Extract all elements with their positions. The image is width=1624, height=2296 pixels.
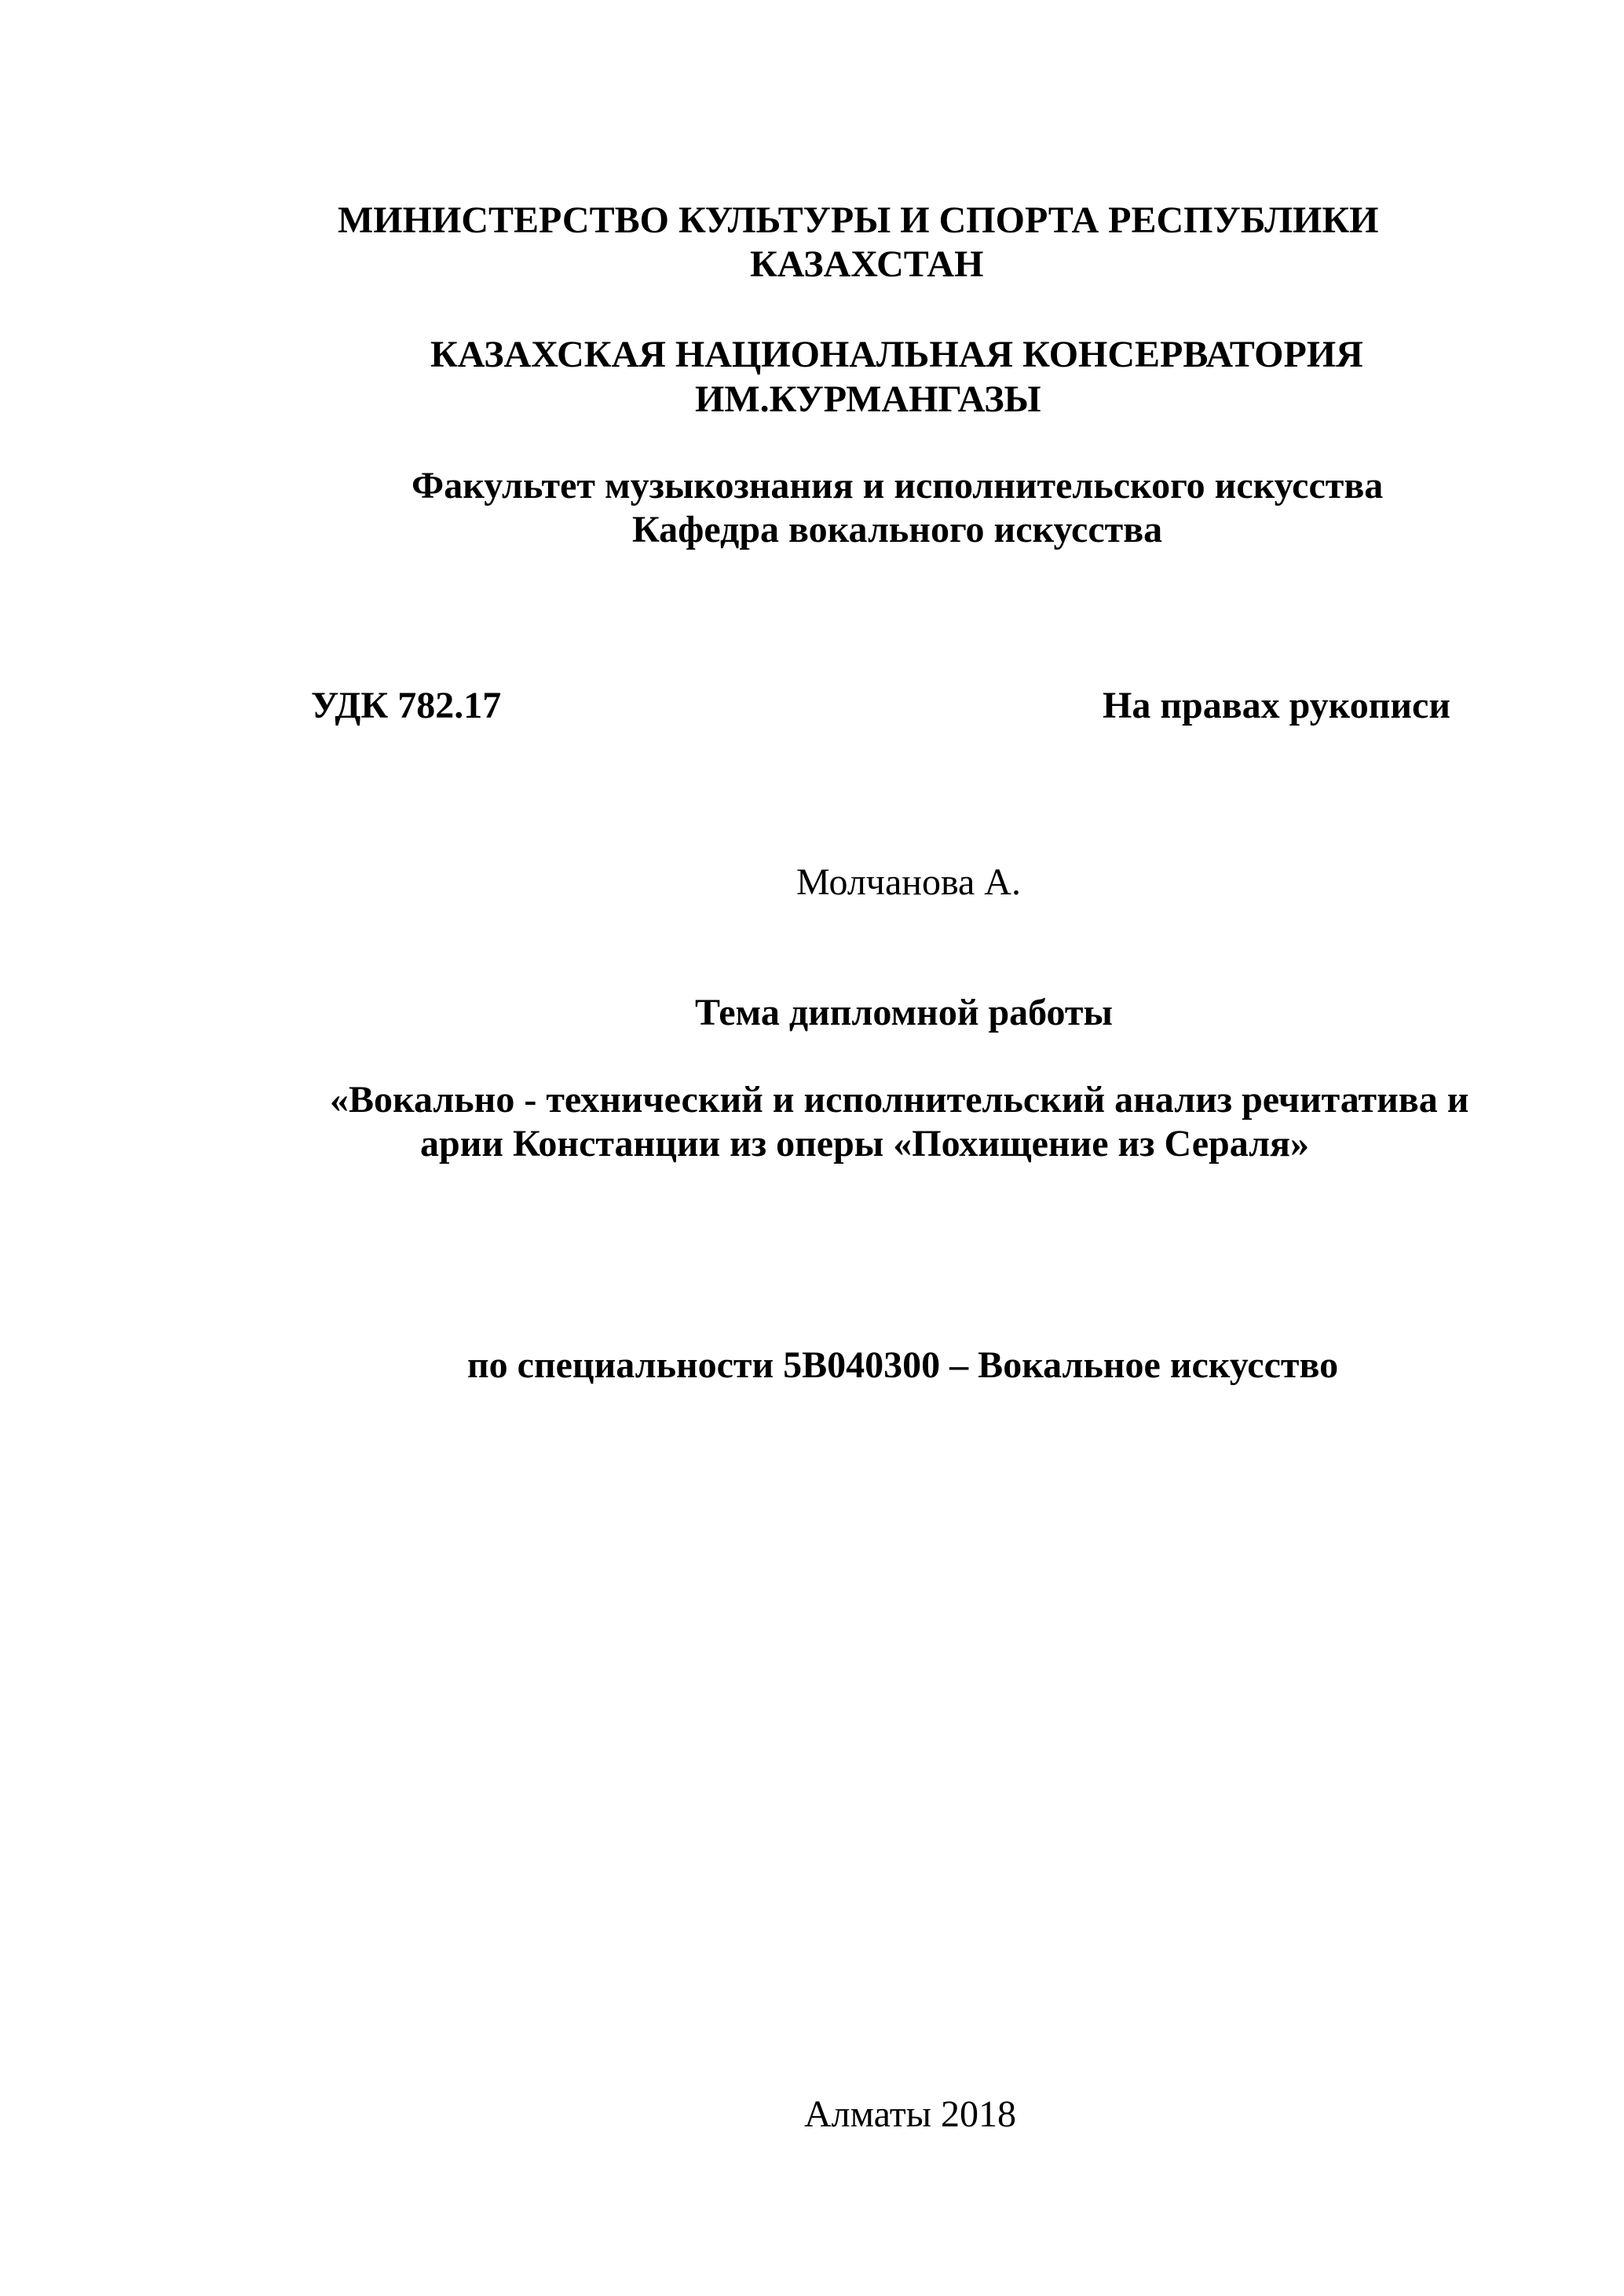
udk-code: УДК 782.17 (311, 685, 502, 726)
city-year: Алматы 2018 (804, 2093, 1016, 2135)
conservatory-line-2: ИМ.КУРМАНГАЗЫ (695, 378, 1041, 420)
ministry-line-1: МИНИСТЕРСТВО КУЛЬТУРЫ И СПОРТА РЕСПУБЛИКИ (338, 199, 1379, 241)
thesis-title-line-1: «Вокально - технический и исполнительский анализ речитатива и (330, 1079, 1469, 1121)
manuscript-rights: На правах рукописи (1103, 685, 1450, 726)
specialty-line: по специальности 5В040300 – Вокальное искусство (467, 1344, 1339, 1386)
topic-heading: Тема дипломной работы (695, 992, 1113, 1033)
ministry-line-2: КАЗАХСТАН (750, 243, 984, 285)
author-name: Молчанова А. (796, 861, 1021, 903)
faculty-name: Факультет музыкознания и исполнительского искусства (411, 465, 1384, 506)
department-name: Кафедра вокального искусства (632, 509, 1163, 550)
thesis-title-line-2: арии Констанции из оперы «Похищение из Сераля» (420, 1123, 1310, 1164)
conservatory-line-1: КАЗАХСКАЯ НАЦИОНАЛЬНАЯ КОНСЕРВАТОРИЯ (430, 334, 1363, 375)
